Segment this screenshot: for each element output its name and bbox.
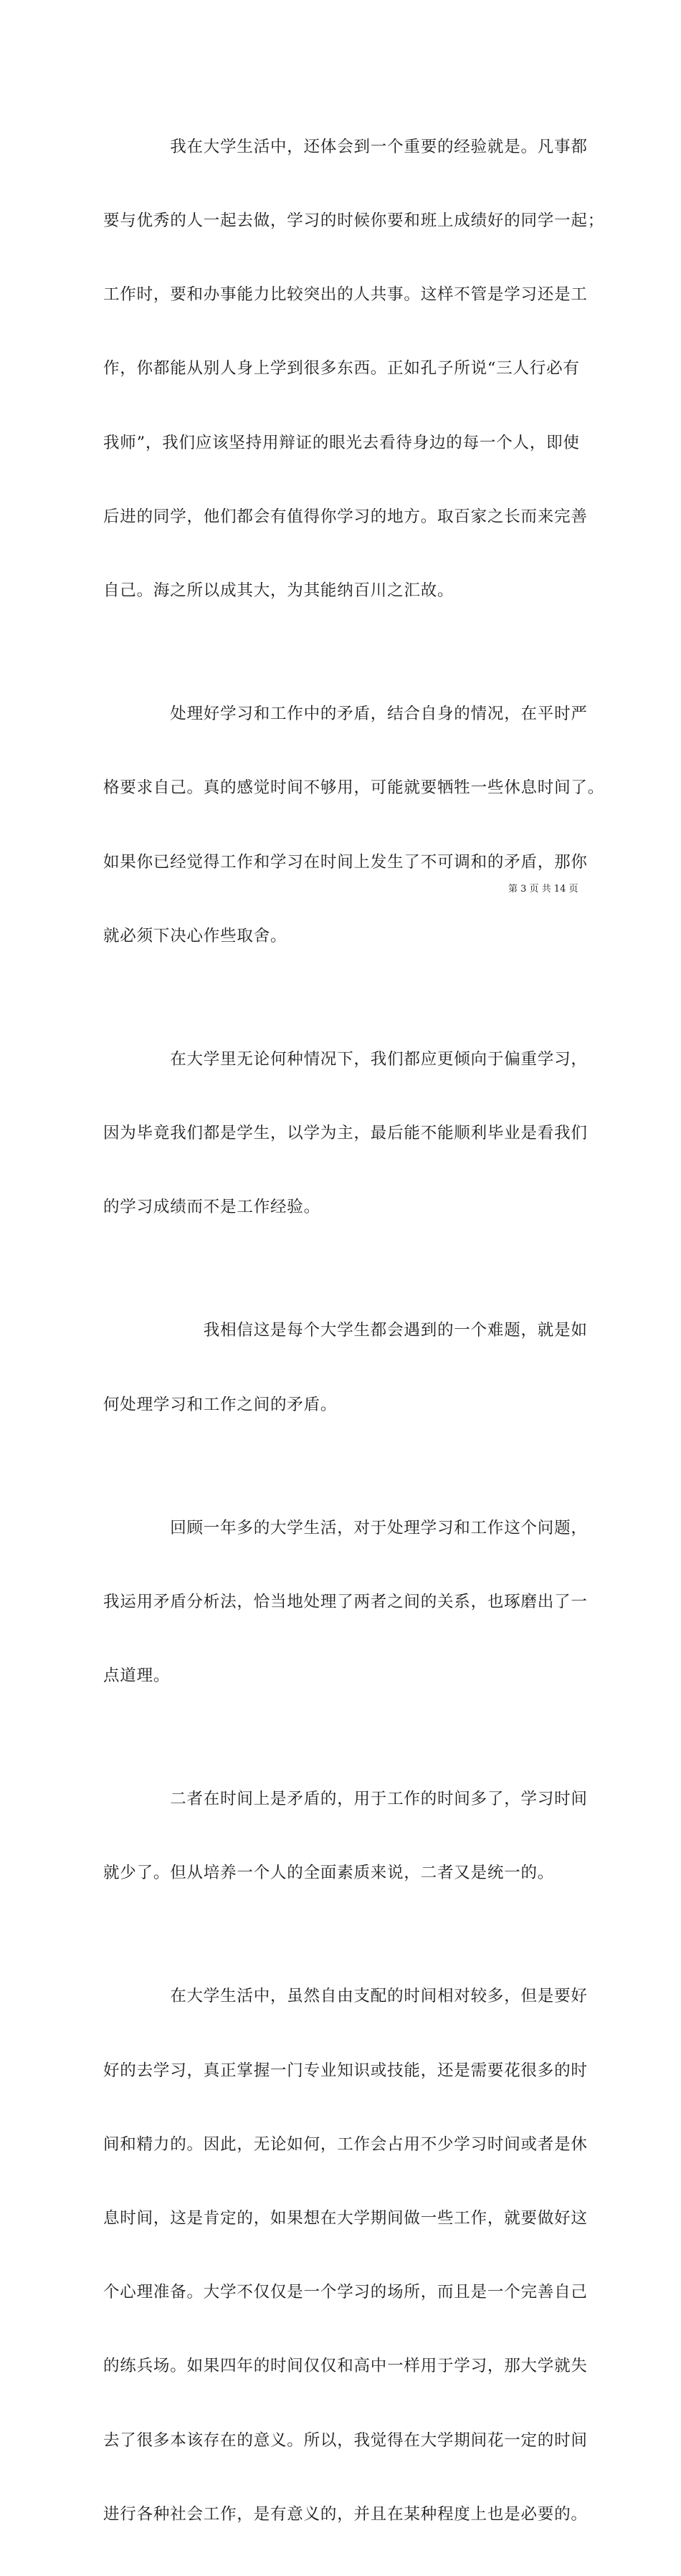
text-line: 自己。海之所以成其大，为其能纳百川之汇故。 bbox=[103, 581, 454, 601]
text-line: 处理好学习和工作中的矛盾，结合自身的情况，在平时严 bbox=[103, 705, 588, 724]
paragraph bbox=[103, 1935, 588, 2576]
text-line: 我相信这是每个大学生都会遇到的一个难题，就是如 bbox=[103, 1321, 588, 1340]
text-line: 我在大学生活中，还体会到一个重要的经验就是。凡事都 bbox=[103, 137, 588, 156]
text-line: 要与优秀的人一起去做，学习的时候你要和班上成绩好的同学一起； bbox=[103, 211, 605, 231]
text-line: 间和精力的。因此，无论如何，工作会占用不少学习时间或者是休 bbox=[103, 2134, 588, 2154]
text-line: 好的去学习，真正掌握一门专业知识或技能，还是需要花很多的时 bbox=[103, 2061, 588, 2080]
text-line: 就必须下决心作些取舍。 bbox=[103, 926, 287, 945]
paragraph bbox=[103, 652, 605, 998]
text-line: 我运用矛盾分析法，恰当地处理了两者之间的关系，也琢磨出了一 bbox=[103, 1592, 588, 1611]
document-body bbox=[103, 85, 605, 2576]
text-line: 个心理准备。大学不仅仅是一个学习的场所，而且是一个完善自己 bbox=[103, 2283, 588, 2302]
paragraph bbox=[103, 1466, 588, 1737]
text-line: 我师”，我们应该坚持用辩证的眼光去看待身边的每一个人，即使 bbox=[103, 433, 580, 452]
paragraph bbox=[103, 1737, 588, 1935]
text-line: 回顾一年多的大学生活，对于处理学习和工作这个问题， bbox=[103, 1518, 588, 1537]
text-line: 二者在时间上是矛盾的，用于工作的时间多了，学习时间 bbox=[103, 1790, 588, 1809]
text-line: 点道理。 bbox=[103, 1666, 171, 1685]
text-line: 格要求自己。真的感觉时间不够用，可能就要牺牲一些休息时间了。 bbox=[103, 778, 605, 798]
text-line: 因为毕竟我们都是学生，以学为主，最后能不能顺利毕业是看我们 bbox=[103, 1124, 588, 1143]
text-line: 作，你都能从别人身上学到很多东西。正如孔子所说“三人行必有 bbox=[103, 359, 580, 378]
text-line: 的学习成绩而不是工作经验。 bbox=[103, 1198, 320, 1217]
paragraph bbox=[103, 85, 605, 652]
text-line: 进行各种社会工作，是有意义的，并且在某种程度上也是必要的。 bbox=[103, 2504, 588, 2524]
text-line: 何处理学习和工作之间的矛盾。 bbox=[103, 1395, 338, 1414]
text-line: 的练兵场。如果四年的时间仅仅和高中一样用于学习，那大学就失 bbox=[103, 2357, 588, 2376]
paragraph bbox=[103, 998, 588, 1269]
page-footer: 第 3 页 共 14 页 bbox=[508, 884, 578, 895]
text-line: 在大学里无论何种情况下，我们都应更倾向于偏重学习， bbox=[103, 1049, 588, 1069]
text-line: 息时间，这是肯定的，如果想在大学期间做一些工作，就要做好这 bbox=[103, 2208, 588, 2228]
text-line: 后进的同学，他们都会有值得你学习的地方。取百家之长而来完善 bbox=[103, 507, 588, 526]
text-line: 去了很多本该存在的意义。所以，我觉得在大学期间花一定的时间 bbox=[103, 2430, 588, 2450]
paragraph bbox=[103, 1269, 588, 1466]
text-line: 如果你已经觉得工作和学习在时间上发生了不可调和的矛盾，那你 bbox=[103, 852, 588, 872]
text-line: 就少了。但从培养一个人的全面素质来说，二者又是统一的。 bbox=[103, 1864, 555, 1883]
text-line: 工作时，要和办事能力比较突出的人共事。这样不管是学习还是工 bbox=[103, 285, 588, 305]
text-line: 在大学生活中，虽然自由支配的时间相对较多，但是要好 bbox=[103, 1987, 588, 2006]
